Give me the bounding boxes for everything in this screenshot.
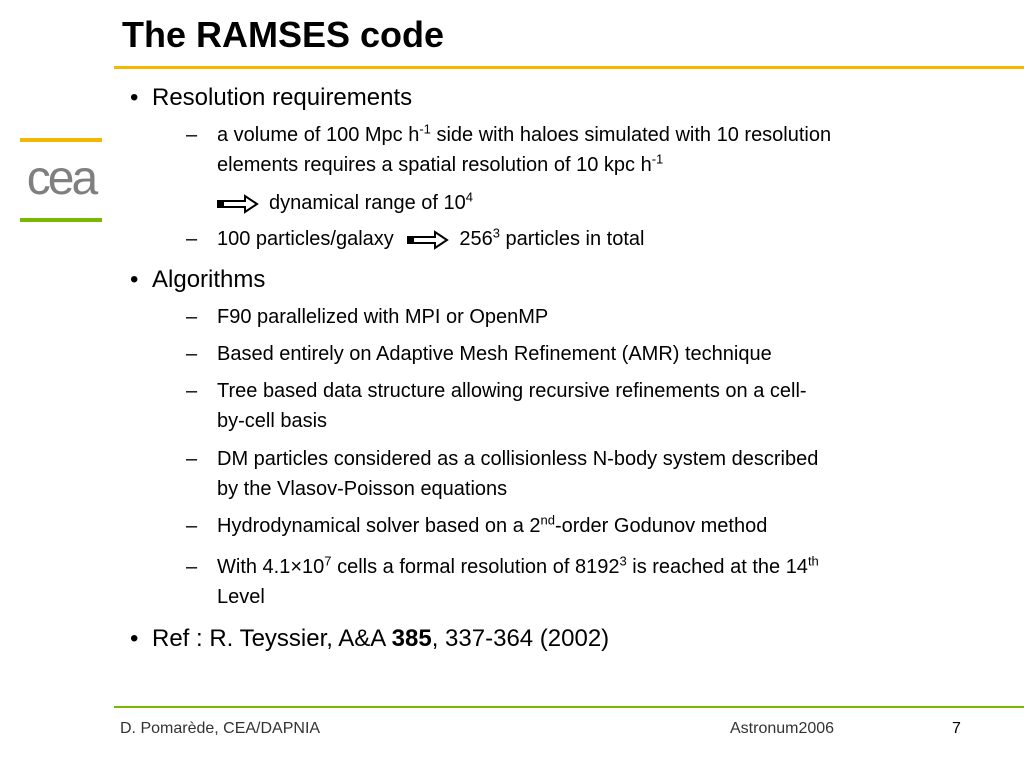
cea-logo-lettering: cea (26, 156, 96, 204)
subitem-volume-cont: elements requires a spatial resolution of 10 kpc $h^{-1}$ (217, 151, 664, 176)
subitem-dm: DM particles considered as a collisionless N-body system described (217, 448, 819, 470)
dash: – (186, 228, 198, 250)
slide-title: The RAMSES code (122, 14, 445, 55)
subitem-tree-cont: by-cell basis (217, 410, 328, 432)
dash: – (186, 380, 198, 402)
dash: – (186, 448, 198, 470)
implies-arrow-icon (217, 194, 259, 214)
subitem-cells: With $4.1\times 10^7$ cells a formal resolution of 8192$^3$ is reached at the 14th (217, 553, 819, 578)
footer-author: D. Pomarède, CEA/DAPNIA (120, 720, 321, 737)
footer-divider (114, 706, 1024, 708)
item-reference: Ref : R. Teyssier, A&A 385, 337-364 (2002) (152, 625, 610, 652)
dash: – (186, 556, 198, 578)
item-algorithms (152, 266, 265, 294)
subitem-cells-cont: Level (217, 586, 265, 608)
dash: – (186, 343, 198, 365)
subitem-tree: Tree based data structure allowing recursive refinements on a cell- (217, 380, 807, 402)
bullet: • (130, 84, 139, 111)
footer-event: Astronum2006 (730, 720, 835, 737)
bullet: • (130, 625, 139, 652)
bullet: • (130, 266, 139, 293)
subitem-dm-cont: by the Vlasov-Poisson equations (217, 478, 508, 500)
subitem-particles: 100 particles/galaxy $256^3$ particles in total (217, 225, 645, 250)
subitem-f90: F90 parallelized with MPI or OpenMP (217, 306, 549, 328)
dash: – (186, 306, 198, 328)
item-algorithms-label: Algorithms (152, 266, 266, 293)
item-resolution-label: Resolution requirements (152, 84, 413, 111)
dash: – (186, 124, 198, 146)
dash: – (186, 515, 198, 537)
item-resolution (152, 84, 412, 112)
page-number: 7 (952, 720, 961, 737)
implies-arrow-icon (407, 230, 449, 250)
subitem-dynamic-range: dynamical range of $10^4$ (217, 192, 473, 215)
subitem-amr: Based entirely on Adaptive Mesh Refinement (AMR) technique (217, 343, 772, 365)
subitem-volume: a volume of 100 Mpc $h^{-1}$ side with haloes simulated with 10 resolution (217, 121, 832, 146)
subitem-hydro: Hydrodynamical solver based on a 2nd-order Godunov method (217, 512, 768, 537)
